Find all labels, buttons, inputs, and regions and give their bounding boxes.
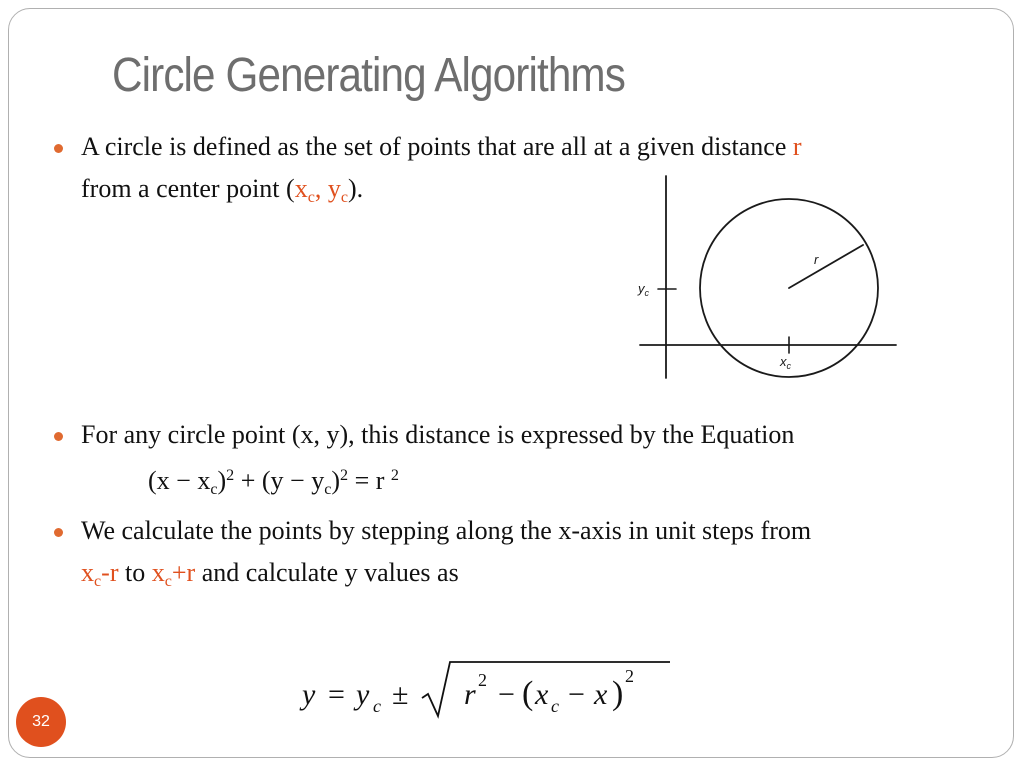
center-x-symbol: $x_c$ xyxy=(294,174,315,206)
center-y-symbol: $y_c$ xyxy=(327,174,348,206)
slide-title: Circle Generating Algorithms xyxy=(112,49,625,102)
formula-xc: x xyxy=(535,678,549,711)
formula-minus-2: − xyxy=(568,678,585,711)
formula-equals: = xyxy=(328,678,345,711)
diagram-xc-label: $x_c$ xyxy=(780,354,791,371)
formula-yc-sub: c xyxy=(373,696,381,716)
slide-frame xyxy=(8,8,1014,758)
formula-plus-minus: ± xyxy=(392,678,409,711)
diagram-r-label: r xyxy=(814,252,819,267)
formula-lparen: ( xyxy=(522,675,534,712)
formula-r-sup: 2 xyxy=(478,670,487,690)
formula-r: r xyxy=(464,678,476,711)
bullet-text: We calculate the points by stepping along the x-axis in unit steps from $x_c-r$ to $x_c+r$ and calculate y values as xyxy=(81,516,812,590)
text-run: ). xyxy=(348,174,364,203)
text-run: A circle is defined as the set of points that are all at a given distance xyxy=(81,132,793,161)
radius-symbol: r xyxy=(792,132,802,161)
formula-sup: 2 xyxy=(625,666,634,686)
formula-xc-sub: c xyxy=(551,696,559,716)
y-formula xyxy=(298,654,678,724)
bullet-dot-icon xyxy=(54,528,63,537)
comma: , xyxy=(314,174,328,203)
formula-y: y xyxy=(302,678,316,711)
page-number-badge: 32 xyxy=(16,697,66,747)
diagram-radius-line xyxy=(789,245,863,288)
formula-yc: y xyxy=(356,678,370,711)
circle-equation: $(x - x_c)^2 + (y - y_c)^2 = r$ $^2$ xyxy=(148,466,399,498)
bullet-dot-icon xyxy=(54,144,63,153)
range-start-symbol: $x_c-r$ xyxy=(81,558,119,590)
bullet-distance-equation xyxy=(54,414,954,456)
range-end-symbol: $x_c+r$ xyxy=(151,558,196,590)
bullet-text: For any circle point (x, y), this distance is expressed by the Equation xyxy=(81,420,795,449)
formula-rparen: ) xyxy=(612,675,624,712)
bullet-dot-icon xyxy=(54,432,63,441)
bullet-step-method xyxy=(54,510,974,594)
text-run: from a center point ( xyxy=(81,174,295,203)
formula-minus: − xyxy=(498,678,515,711)
circle-diagram xyxy=(630,168,910,383)
formula-x: x xyxy=(594,678,608,711)
diagram-yc-label: $y_c$ xyxy=(638,281,649,298)
